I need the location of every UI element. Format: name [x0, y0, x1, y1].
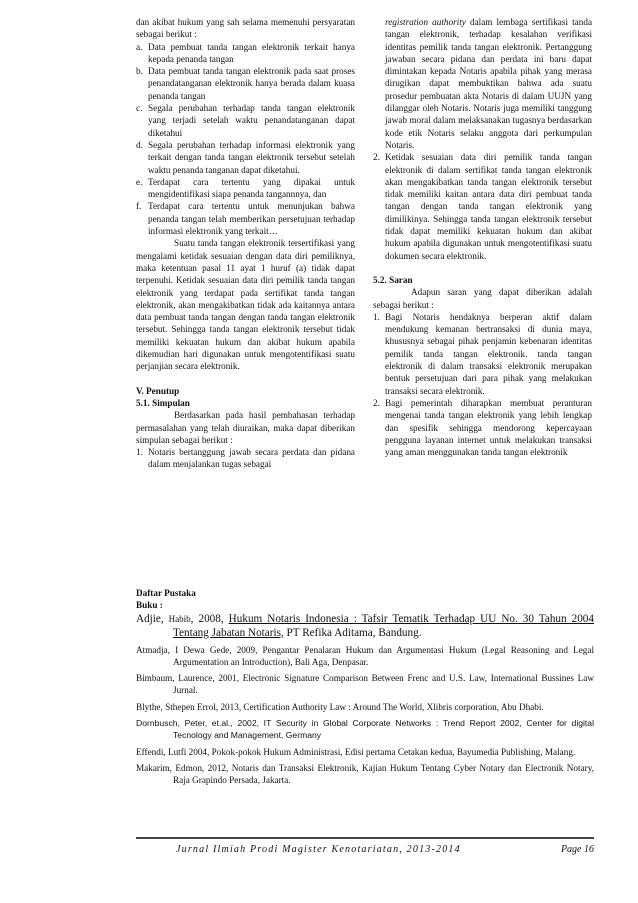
list-item: b. Data pembuat tanda tangan elektronik pada saat proses penandatanganan elektronik hanya berada dalam kuasa penanda tangan — [136, 66, 355, 101]
reference-item: Bimbaum, Laurence, 2001, Electronic Signature Comparison Between Frenc and U.S. Law, International Bussines Law Jurnal. — [136, 673, 594, 696]
reference-item: Atmadja, I Dewa Gede, 2009, Pengantar Penalaran Hukum dan Argumentasi Hukum (Legal Reasoning and Legal Argumentation an Introduction), Bali Aga, Denpasar. — [136, 644, 594, 667]
subsection-heading: 5.2. Saran — [373, 274, 413, 285]
list-item: e. Terdapat cara tertentu yang dipakai untuk mengidentifikasi siapa penanda tangannnya, dan — [136, 176, 355, 200]
page-footer — [136, 837, 594, 855]
list-item: f. Terdapat cara tertentu untuk menunjukan bahwa penanda tangan telah memberikan persetujuan terhadap informasi elektronik yang terkait… — [136, 201, 355, 237]
reference-item: Makarim, Edmon, 2012, Notaris dan Transaksi Elektronik, Kajian Hukum Tentang Cyber Notary dan Electronik Notary, Raja Grapindo Persada, Jakarta. — [136, 762, 594, 786]
list-item: 1. Notaris bertanggung jawab secara perdata dan pidana dalam menjalankan tugas sebagai — [136, 447, 355, 470]
list-item: d. Segala perubahan terhadap informasi elektronik yang terkait dengan tanda tangan elektronik tersebut setelah waktu penanda tanganan dapat diketahui. — [136, 139, 355, 175]
references-title: Daftar Pustaka — [136, 588, 196, 598]
list-item: c. Segala perubahan terhadap tanda tangan elektronik yang terjadi setelah waktu penandatanganan dapat diketahui — [136, 103, 355, 138]
list-item: 2. Ketidak sesuaian data diri pemilik tanda tangan elektronik di dalam sertifikat tanda tangan elektronik akan mengakibatkan tanda tangan elektronik tersebut tidak memiliki kaitan antara data diri pembuat tanda tangan dengan tanda tangan elektronik yang dimilikinya. Sehingga tanda tangan elektronik tersebut tidak dapat memiliki kekuatan hukum dan akibat hukum apabila digunakan untuk mengotentifikasi suatu dokumen secara elektronik. — [373, 152, 592, 261]
suggestion-intro: Adapun saran yang dapat diberikan adalah sebagai berikut : — [373, 287, 592, 310]
requirements-list — [136, 41, 355, 238]
list-item: 2. Bagi pemerintah diharapkan membuat peranturan mengenai tanda tangan elektronik yang lebih lengkap dan spesifik sehingga mendorong kepercayaan pengguna layanan internet untuk melakukan transaksi yang aman menggunakan tanda tangan elektronik — [373, 397, 592, 458]
intro-text: dan akibat hukum yang sah selama memenuhi persyaratan sebagai berikut : — [136, 17, 355, 40]
page-number: Page 16 — [560, 844, 594, 855]
italic-term: registration authority — [385, 17, 466, 27]
reference-item: Adjie, Habib, 2008, Hukum Notaris Indonesia : Tafsir Tematik Terhadap UU No. 30 Tahun 2004 Tentang Jabatan Notaris, PT Refika Aditama, Bandung. — [136, 612, 594, 639]
list-item-continued: registration authority dalam lembaga sertifikasi tanda tangan elektronik, terhadap kesalahan verifikasi identitas pemilik tanda tangan elektronik. Pertanggung jawaban secara pidana dan perdata ini baru dapat dimintakan kepada Notaris apabila pihak yang merasa dirugikan dapat membuktikan bahwa ada suatu prosedur pembuatan akta Notaris di dalam UUJN yang dilanggar oleh Notaris. Notaris juga memiliki tanggung jawab moral dalam melaksanakan tugasnya berdasarkan kode etik Notaris selaku anggota dari perkumpulan Notaris. — [385, 17, 593, 150]
references-subtitle: Buku : — [136, 600, 163, 611]
reference-item: Dornbusch, Peter, et.al., 2002, IT Security in Global Corporate Networks : Trend Report 2002, Center for digital Tecnology and Management, Germany — [136, 718, 594, 741]
references-section — [136, 587, 594, 787]
reference-item: Blythe, Sthepen Errol, 2013, Certification Authority Law : Around The World, Xlibris corporation, Abu Dhabi. — [136, 701, 544, 712]
journal-name: Jurnal Ilmiah Prodi Magister Kenotariatan, 2013-2014 — [176, 844, 461, 855]
subsection-heading: 5.1. Simpulan — [136, 397, 190, 408]
right-column — [373, 16, 592, 458]
list-item: a. Data pembuat tanda tangan elektronik terkait hanya kepada penanda tangan — [136, 41, 355, 64]
conclusion-intro: Berdasarkan pada hasil pembahasan terhadap permasalahan yang telah diuraikan, maka dapat diberikan simpulan sebagai berikut : — [136, 410, 355, 445]
body-paragraph: Suatu tanda tangan elektronik tersertifikasi yang mengalami ketidak sesuaian dengan data diri pemiliknya, maka ketentuan pasal 11 ayat 1 huruf (a) tidak dapat terpenuhi. Ketidak sesuaian data diri pemilik tanda tangan elektronik yang terdapat pada sertifikat tanda tangan elektronik, akan mengakibatkan tidak ada kaitannya antara data pembuat tanda tangan dengan tanda tangan elektronik tersebut. Sehingga tanda tangan elektronik tersebut tidak memiliki kekuatan hukum dan akibat hukum apabila dikemudian hari digunakan untuk mengotentifikasi suatu perjanjian secara elektronik. — [136, 238, 355, 372]
section-heading: V. Penutup — [136, 385, 180, 396]
left-column — [136, 16, 355, 471]
list-item: 1. Bagi Notaris hendaknya berperan aktif dalam mendukung kemanan bertransaksi di dunia maya, khususnya sebagai pihak penjamin kebenaran identitas pemilik tanda tangan elektronik. tanda tangan elektronik di dalam transaksi elektronik merupakan bentuk persetujuan dari para pihak yang melakukan transaksi secara elektronik. — [373, 311, 592, 396]
reference-item: Effendi, Lutfi 2004, Pokok-pokok Hukum Administrasi, Edisi pertama Cetakan kedua, Bayumedia Publishing, Malang. — [136, 746, 576, 757]
